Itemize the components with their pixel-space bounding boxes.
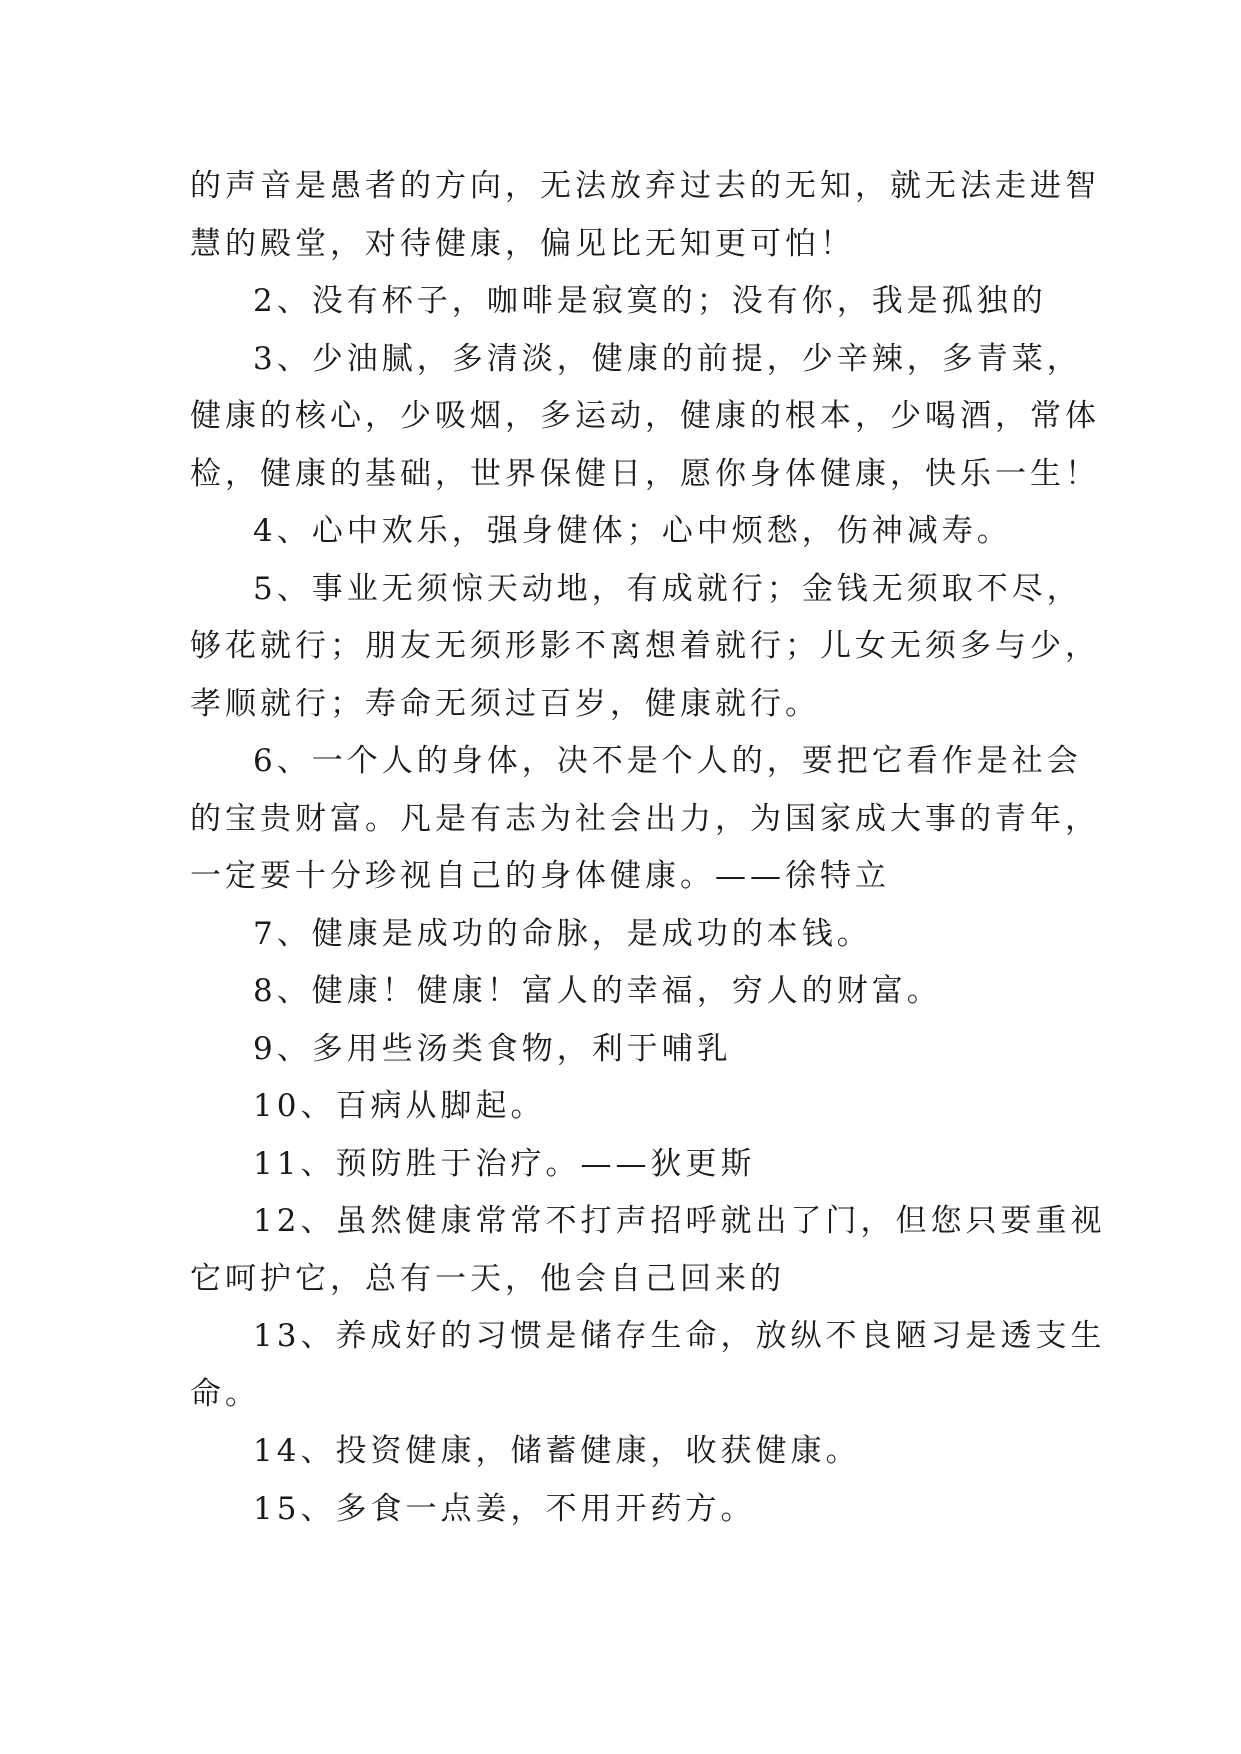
quote-item-13: 13、养成好的习惯是储存生命，放纵不良陋习是透支生 bbox=[253, 1318, 1106, 1354]
text-line: 慧的殿堂，对待健康，偏见比无知更可怕！ bbox=[190, 225, 855, 262]
quote-item-7: 7、健康是成功的命脉，是成功的本钱。 bbox=[253, 915, 872, 952]
text-line: 的声音是愚者的方向，无法放弃过去的无知，就无法走进智 bbox=[190, 168, 1100, 204]
quote-item-5: 5、事业无须惊天动地，有成就行；金钱无须取不尽， bbox=[253, 570, 1082, 607]
quote-item-2: 2、没有杯子，咖啡是寂寞的；没有你，我是孤独的 bbox=[253, 283, 1047, 319]
text-line: 一定要十分珍视自己的身体健康。——徐特立 bbox=[190, 858, 890, 894]
quote-item-4: 4、心中欢乐，强身健体；心中烦愁，伤神减寿。 bbox=[253, 513, 1012, 549]
quote-item-8: 8、健康！健康！富人的幸福，穷人的财富。 bbox=[253, 973, 942, 1009]
text-line: 它呵护它，总有一天，他会自己回来的 bbox=[190, 1260, 785, 1297]
quote-item-9: 9、多用些汤类食物，利于哺乳 bbox=[253, 1030, 732, 1067]
quote-item-12: 12、虽然健康常常不打声招呼就出了门，但您只要重视 bbox=[253, 1203, 1106, 1239]
quote-item-6: 6、一个人的身体，决不是个人的，要把它看作是社会 bbox=[253, 743, 1082, 779]
document-body bbox=[190, 158, 1106, 1538]
quote-item-11: 11、预防胜于治疗。——狄更斯 bbox=[253, 1145, 756, 1182]
quote-item-3: 3、少油腻，多清淡，健康的前提，少辛辣，多青菜， bbox=[253, 340, 1082, 377]
text-line: 健康的核心，少吸烟，多运动，健康的根本，少喝酒，常体 bbox=[190, 398, 1100, 434]
text-line: 的宝贵财富。凡是有志为社会出力，为国家成大事的青年， bbox=[190, 800, 1100, 837]
text-line: 孝顺就行；寿命无须过百岁，健康就行。 bbox=[190, 685, 820, 722]
quote-item-14: 14、投资健康，储蓄健康，收获健康。 bbox=[253, 1433, 861, 1469]
text-line: 够花就行；朋友无须形影不离想着就行；儿女无须多与少， bbox=[190, 628, 1100, 664]
quote-item-10: 10、百病从脚起。 bbox=[253, 1088, 546, 1124]
text-line: 检，健康的基础，世界保健日，愿你身体健康，快乐一生！ bbox=[190, 455, 1100, 492]
quote-item-15: 15、多食一点姜，不用开药方。 bbox=[253, 1490, 756, 1527]
text-line: 命。 bbox=[190, 1375, 260, 1412]
